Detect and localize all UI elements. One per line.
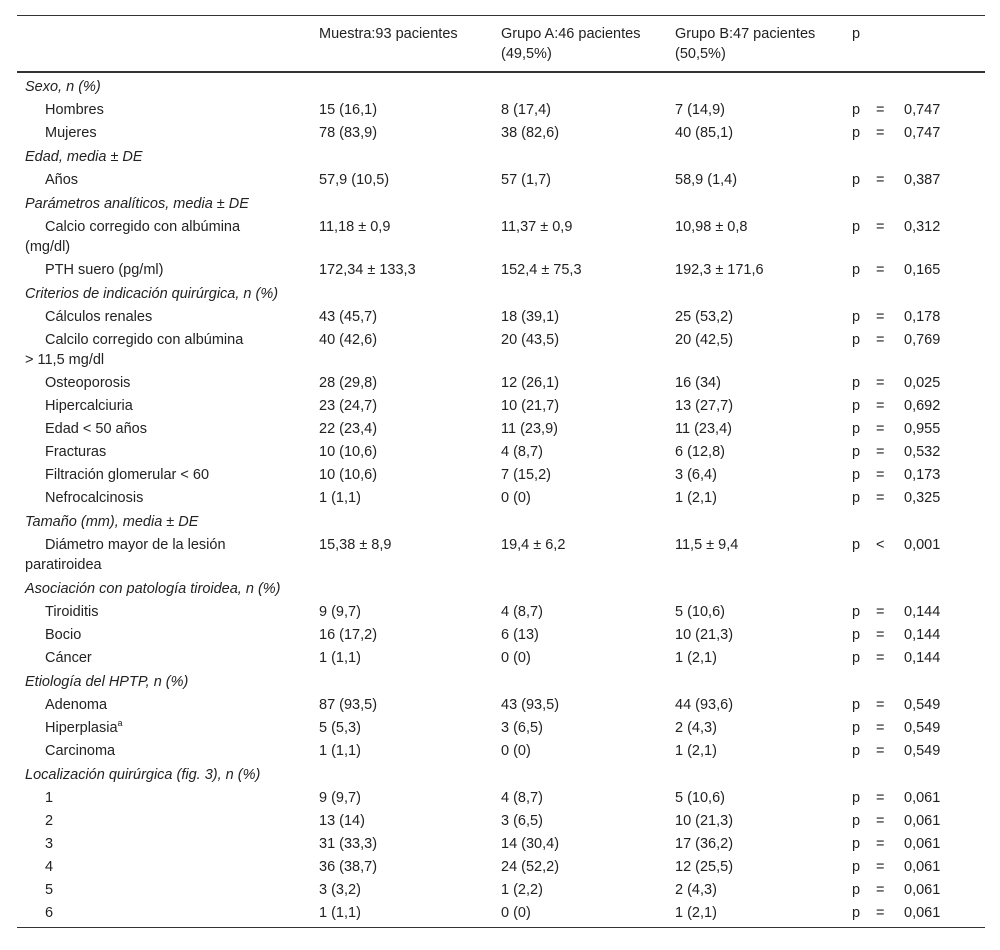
row-label-text: Hipercalciuria	[45, 398, 133, 414]
p-value: 0,747	[904, 102, 941, 118]
row-label	[17, 810, 311, 833]
p-operator: =	[876, 650, 885, 666]
p-value-cell	[844, 740, 985, 763]
value-muestra: 23 (24,7)	[319, 398, 378, 414]
group-label: Edad, media ± DE	[25, 149, 143, 165]
value-grupo-a: 0 (0)	[501, 743, 531, 759]
value-grupo-b: 25 (53,2)	[675, 309, 734, 325]
row-label	[17, 169, 311, 192]
p-label: p	[852, 421, 861, 437]
p-operator: =	[876, 398, 885, 414]
row-label-text: 4	[45, 859, 54, 875]
row-label	[17, 879, 311, 902]
p-value-cell	[844, 487, 985, 510]
value-grupo-b: 11,5 ± 9,4	[675, 537, 739, 553]
table-row	[17, 99, 985, 122]
p-value-cell	[844, 810, 985, 833]
p-value: 0,178	[904, 309, 941, 325]
value-grupo-b: 40 (85,1)	[675, 125, 734, 141]
table-row	[17, 464, 985, 487]
row-label	[17, 487, 311, 510]
value-grupo-a: 11,37 ± 0,9	[501, 219, 573, 235]
table-row	[17, 395, 985, 418]
group-label: Sexo, n (%)	[25, 79, 101, 95]
p-value-cell	[844, 99, 985, 122]
table-row	[17, 259, 985, 282]
value-grupo-b: 58,9 (1,4)	[675, 172, 738, 188]
p-label: p	[852, 262, 861, 278]
row-label	[17, 740, 311, 763]
row-label	[17, 122, 311, 145]
p-label: p	[852, 219, 861, 235]
value-grupo-b: 192,3 ± 171,6	[675, 262, 764, 278]
table-row	[17, 329, 985, 372]
p-operator: =	[876, 604, 885, 620]
p-label: p	[852, 125, 861, 141]
value-muestra: 36 (38,7)	[319, 859, 378, 875]
p-value: 0,165	[904, 262, 941, 278]
row-label	[17, 329, 311, 372]
p-value: 0,955	[904, 421, 941, 437]
value-muestra: 57,9 (10,5)	[319, 172, 390, 188]
p-label: p	[852, 650, 861, 666]
p-value: 0,061	[904, 836, 941, 852]
table-row	[17, 418, 985, 441]
value-grupo-b: 11 (23,4)	[675, 421, 732, 437]
p-operator: =	[876, 375, 885, 391]
p-value-cell	[844, 372, 985, 395]
value-muestra: 10 (10,6)	[319, 467, 378, 483]
table-row	[17, 534, 985, 577]
p-value: 0,549	[904, 743, 941, 759]
p-value-cell	[844, 395, 985, 418]
row-label	[17, 717, 311, 740]
group-label: Tamaño (mm), media ± DE	[25, 514, 199, 530]
value-grupo-b: 1 (2,1)	[675, 743, 717, 759]
p-label: p	[852, 332, 861, 348]
value-grupo-b: 16 (34)	[675, 375, 721, 391]
p-value-cell	[844, 856, 985, 879]
p-value-cell	[844, 418, 985, 441]
group-header-row	[17, 510, 985, 534]
p-value-cell	[844, 647, 985, 670]
value-muestra: 3 (3,2)	[319, 882, 361, 898]
value-grupo-b: 44 (93,6)	[675, 697, 734, 713]
p-label: p	[852, 604, 861, 620]
group-header-row	[17, 577, 985, 601]
row-label	[17, 601, 311, 624]
p-label: p	[852, 537, 861, 553]
p-value: 0,061	[904, 859, 941, 875]
p-value-cell	[844, 833, 985, 856]
value-grupo-b: 10,98 ± 0,8	[675, 219, 748, 235]
p-operator: =	[876, 332, 885, 348]
row-label-text: Filtración glomerular < 60	[45, 467, 210, 483]
p-value: 0,747	[904, 125, 941, 141]
value-grupo-a: 0 (0)	[501, 650, 531, 666]
row-label-text: 3	[45, 836, 54, 852]
p-value-cell	[844, 601, 985, 624]
table-row	[17, 122, 985, 145]
table-row	[17, 787, 985, 810]
value-muestra: 1 (1,1)	[319, 650, 361, 666]
table-row	[17, 833, 985, 856]
row-label-text: Edad < 50 años	[45, 421, 147, 437]
value-grupo-b: 5 (10,6)	[675, 604, 725, 620]
row-label	[17, 306, 311, 329]
p-value-cell	[844, 534, 985, 577]
p-operator: <	[876, 537, 885, 553]
value-muestra: 172,34 ± 133,3	[319, 262, 416, 278]
p-operator: =	[876, 421, 885, 437]
table-header	[17, 16, 985, 73]
p-operator: =	[876, 627, 885, 643]
p-value-cell	[844, 624, 985, 647]
p-label: p	[852, 743, 861, 759]
row-label	[17, 99, 311, 122]
row-label-text: 1	[45, 790, 54, 806]
value-muestra: 5 (5,3)	[319, 720, 361, 736]
p-value: 0,061	[904, 882, 941, 898]
value-muestra: 43 (45,7)	[319, 309, 378, 325]
p-label: p	[852, 882, 861, 898]
row-label-text: Calcilo corregido con albúmina	[45, 332, 244, 348]
value-grupo-b: 7 (14,9)	[675, 102, 725, 118]
value-grupo-a: 3 (6,5)	[501, 813, 543, 829]
p-value-cell	[844, 787, 985, 810]
p-operator: =	[876, 697, 885, 713]
group-header-row	[17, 145, 985, 169]
group-header-row	[17, 72, 985, 99]
value-muestra: 10 (10,6)	[319, 444, 378, 460]
value-grupo-a: 10 (21,7)	[501, 398, 560, 414]
value-grupo-a: 4 (8,7)	[501, 444, 543, 460]
table-row	[17, 487, 985, 510]
value-grupo-b: 5 (10,6)	[675, 790, 725, 806]
value-grupo-b: 10 (21,3)	[675, 627, 734, 643]
p-value: 0,144	[904, 627, 941, 643]
p-value: 0,144	[904, 604, 941, 620]
value-muestra: 28 (29,8)	[319, 375, 378, 391]
p-label: p	[852, 720, 861, 736]
row-label	[17, 259, 311, 282]
value-grupo-b: 13 (27,7)	[675, 398, 734, 414]
value-muestra: 1 (1,1)	[311, 902, 493, 928]
p-value-cell	[844, 464, 985, 487]
value-muestra: 31 (33,3)	[319, 836, 378, 852]
group-label: Parámetros analíticos, media ± DE	[25, 196, 249, 212]
value-muestra: 13 (14)	[319, 813, 365, 829]
p-value-cell	[844, 122, 985, 145]
p-operator: =	[876, 720, 885, 736]
value-grupo-b: 12 (25,5)	[675, 859, 734, 875]
value-grupo-a: 18 (39,1)	[501, 309, 560, 325]
p-label: p	[852, 790, 861, 806]
row-label-text: Fracturas	[45, 444, 107, 460]
p-operator: =	[876, 905, 885, 921]
p-operator: =	[876, 172, 885, 188]
p-operator: =	[876, 219, 885, 235]
value-muestra: 87 (93,5)	[319, 697, 378, 713]
p-label: p	[852, 813, 861, 829]
row-label-text: Nefrocalcinosis	[45, 490, 144, 506]
value-grupo-a: 19,4 ± 6,2	[501, 537, 566, 553]
row-label-text: 5	[45, 882, 54, 898]
p-value: 0,173	[904, 467, 941, 483]
p-value-cell	[844, 216, 985, 259]
p-label: p	[852, 172, 861, 188]
p-operator: =	[876, 102, 885, 118]
value-grupo-a: 0 (0)	[501, 490, 531, 506]
value-grupo-a: 4 (8,7)	[501, 604, 543, 620]
row-label-text: Hiperplasia	[45, 720, 118, 736]
group-header-row	[17, 282, 985, 306]
row-label-text: Carcinoma	[45, 743, 116, 759]
value-grupo-a: 8 (17,4)	[501, 102, 551, 118]
table-row	[17, 740, 985, 763]
header-empty	[17, 16, 311, 73]
p-label: p	[852, 375, 861, 391]
value-grupo-b: 3 (6,4)	[675, 467, 717, 483]
row-label-text: Cálculos renales	[45, 309, 153, 325]
p-operator: =	[876, 125, 885, 141]
p-value: 0,061	[904, 813, 941, 829]
value-muestra: 16 (17,2)	[319, 627, 378, 643]
p-label: p	[852, 490, 861, 506]
table-row	[17, 306, 985, 329]
table-row	[17, 647, 985, 670]
p-value-cell	[844, 441, 985, 464]
p-label: p	[852, 309, 861, 325]
row-label-continuation: paratiroidea	[25, 557, 102, 573]
p-value: 0,532	[904, 444, 941, 460]
row-label-text: 6	[45, 905, 54, 921]
table-row	[17, 441, 985, 464]
row-label	[17, 534, 311, 577]
group-header-row	[17, 192, 985, 216]
p-value-cell	[844, 259, 985, 282]
value-muestra: 78 (83,9)	[319, 125, 378, 141]
p-operator: =	[876, 262, 885, 278]
row-label	[17, 624, 311, 647]
row-label	[17, 464, 311, 487]
group-label: Etiología del HPTP, n (%)	[25, 674, 189, 690]
row-label-text: Años	[45, 172, 79, 188]
row-label	[17, 694, 311, 717]
row-label	[17, 441, 311, 464]
value-grupo-b: 10 (21,3)	[675, 813, 734, 829]
p-label: p	[852, 697, 861, 713]
p-value-cell	[844, 879, 985, 902]
p-label: p	[852, 836, 861, 852]
row-label-text: Cáncer	[45, 650, 92, 666]
p-value: 0,061	[904, 905, 941, 921]
p-value-cell	[844, 717, 985, 740]
value-grupo-a: 20 (43,5)	[501, 332, 560, 348]
value-grupo-a: 3 (6,5)	[501, 720, 543, 736]
table-body	[17, 72, 985, 928]
header-grupo-b: Grupo B:47 pacientes (50,5%)	[667, 16, 844, 73]
p-operator: =	[876, 882, 885, 898]
value-grupo-b: 6 (12,8)	[675, 444, 725, 460]
value-grupo-a: 38 (82,6)	[501, 125, 560, 141]
value-muestra: 40 (42,6)	[319, 332, 378, 348]
value-grupo-a: 0 (0)	[493, 902, 667, 928]
p-operator: =	[876, 836, 885, 852]
p-label: p	[852, 905, 861, 921]
row-label-text: Calcio corregido con albúmina	[45, 219, 241, 235]
p-operator: =	[876, 790, 885, 806]
value-muestra: 11,18 ± 0,9	[319, 219, 391, 235]
value-muestra: 1 (1,1)	[319, 743, 361, 759]
value-muestra: 22 (23,4)	[319, 421, 378, 437]
p-label: p	[852, 102, 861, 118]
value-grupo-a: 7 (15,2)	[501, 467, 551, 483]
value-grupo-b: 2 (4,3)	[675, 882, 717, 898]
value-grupo-b: 20 (42,5)	[675, 332, 734, 348]
value-grupo-a: 6 (13)	[501, 627, 539, 643]
p-operator: =	[876, 467, 885, 483]
table-row	[17, 624, 985, 647]
row-label-text: Hombres	[45, 102, 104, 118]
table-row	[17, 601, 985, 624]
p-value-cell	[844, 329, 985, 372]
row-label	[17, 833, 311, 856]
p-operator: =	[876, 859, 885, 875]
row-label	[17, 216, 311, 259]
row-label-continuation: (mg/dl)	[25, 239, 71, 255]
row-label	[17, 418, 311, 441]
row-label	[17, 372, 311, 395]
p-label: p	[852, 467, 861, 483]
p-value: 0,692	[904, 398, 941, 414]
table-row	[17, 810, 985, 833]
p-value: 0,549	[904, 720, 941, 736]
value-grupo-a: 4 (8,7)	[501, 790, 543, 806]
p-value: 0,769	[904, 332, 941, 348]
row-label-continuation: > 11,5 mg/dl	[25, 352, 105, 368]
p-value: 0,025	[904, 375, 941, 391]
row-label	[17, 395, 311, 418]
row-label-text: Osteoporosis	[45, 375, 131, 391]
p-value: 0,001	[904, 537, 941, 553]
p-value: 0,325	[904, 490, 941, 506]
value-grupo-b: 17 (36,2)	[675, 836, 734, 852]
p-value-cell	[844, 902, 985, 928]
value-grupo-b: 1 (2,1)	[675, 490, 717, 506]
p-value-cell	[844, 694, 985, 717]
value-grupo-b: 2 (4,3)	[675, 720, 717, 736]
row-label-text: PTH suero (pg/ml)	[45, 262, 164, 278]
row-label	[17, 787, 311, 810]
group-header-row	[17, 670, 985, 694]
header-muestra: Muestra:93 pacientes	[311, 16, 493, 73]
p-value: 0,549	[904, 697, 941, 713]
footnote-marker: a	[117, 718, 123, 729]
value-grupo-a: 43 (93,5)	[501, 697, 560, 713]
p-value: 0,387	[904, 172, 941, 188]
header-row	[17, 16, 985, 73]
value-grupo-a: 12 (26,1)	[501, 375, 560, 391]
table-row	[17, 372, 985, 395]
value-grupo-a: 11 (23,9)	[501, 421, 558, 437]
table-row	[17, 902, 985, 928]
value-muestra: 15 (16,1)	[319, 102, 378, 118]
row-label-text: Bocio	[45, 627, 82, 643]
table-container	[17, 15, 985, 928]
p-operator: =	[876, 743, 885, 759]
group-label: Criterios de indicación quirúrgica, n (%)	[25, 286, 279, 302]
value-grupo-b: 1 (2,1)	[667, 902, 844, 928]
group-label: Localización quirúrgica (fig. 3), n (%)	[25, 767, 261, 783]
table-row	[17, 694, 985, 717]
row-label	[17, 902, 311, 928]
group-header-row	[17, 763, 985, 787]
p-value: 0,061	[904, 790, 941, 806]
p-value-cell	[844, 169, 985, 192]
row-label-text: Tiroiditis	[45, 604, 99, 620]
header-p: p	[844, 16, 985, 73]
table-row	[17, 879, 985, 902]
value-grupo-a: 14 (30,4)	[501, 836, 560, 852]
value-muestra: 15,38 ± 8,9	[319, 537, 392, 553]
p-operator: =	[876, 309, 885, 325]
value-muestra: 9 (9,7)	[319, 604, 361, 620]
p-label: p	[852, 859, 861, 875]
p-label: p	[852, 444, 861, 460]
row-label-text: Mujeres	[45, 125, 97, 141]
value-grupo-b: 1 (2,1)	[675, 650, 717, 666]
table-row	[17, 856, 985, 879]
value-grupo-a: 57 (1,7)	[501, 172, 551, 188]
row-label-text: 2	[45, 813, 54, 829]
value-muestra: 1 (1,1)	[319, 490, 361, 506]
value-grupo-a: 24 (52,2)	[501, 859, 560, 875]
p-label: p	[852, 627, 861, 643]
p-value-cell	[844, 306, 985, 329]
p-operator: =	[876, 444, 885, 460]
table-row	[17, 169, 985, 192]
table-row	[17, 717, 985, 740]
row-label	[17, 856, 311, 879]
row-label-text: Diámetro mayor de la lesión	[45, 537, 226, 553]
table-row	[17, 216, 985, 259]
group-label: Asociación con patología tiroidea, n (%)	[25, 581, 281, 597]
p-label: p	[852, 398, 861, 414]
value-grupo-a: 1 (2,2)	[501, 882, 543, 898]
p-operator: =	[876, 490, 885, 506]
value-muestra: 9 (9,7)	[319, 790, 361, 806]
p-value: 0,312	[904, 219, 941, 235]
header-grupo-a: Grupo A:46 pacientes (49,5%)	[493, 16, 667, 73]
row-label-text: Adenoma	[45, 697, 108, 713]
value-grupo-a: 152,4 ± 75,3	[501, 262, 582, 278]
comparison-table	[17, 15, 985, 928]
p-value: 0,144	[904, 650, 941, 666]
p-operator: =	[876, 813, 885, 829]
row-label	[17, 647, 311, 670]
